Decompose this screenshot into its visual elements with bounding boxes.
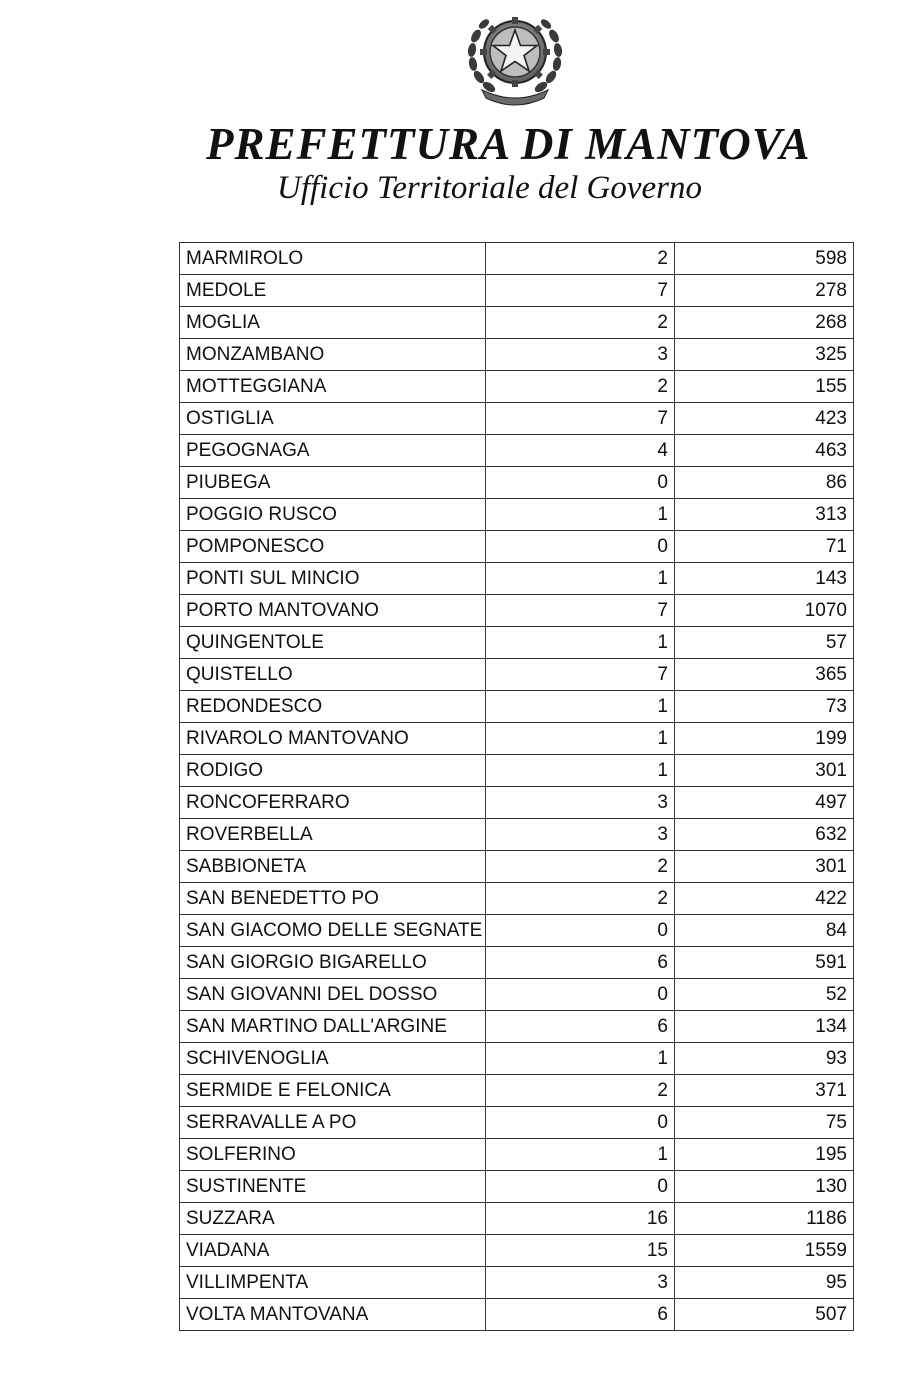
value-a-cell: 0 xyxy=(486,915,675,947)
table-row xyxy=(180,467,854,499)
municipality-name-cell: VILLIMPENTA xyxy=(180,1267,486,1299)
table-row xyxy=(180,1171,854,1203)
value-b-cell: 423 xyxy=(675,403,854,435)
value-b-cell: 591 xyxy=(675,947,854,979)
value-a-cell: 2 xyxy=(486,851,675,883)
municipality-name-cell: SAN MARTINO DALL'ARGINE xyxy=(180,1011,486,1043)
value-a-cell: 3 xyxy=(486,1267,675,1299)
municipality-name-cell: PONTI SUL MINCIO xyxy=(180,563,486,595)
value-b-cell: 632 xyxy=(675,819,854,851)
municipality-table xyxy=(179,242,854,1331)
municipality-name-cell: POMPONESCO xyxy=(180,531,486,563)
value-a-cell: 1 xyxy=(486,691,675,723)
municipality-name-cell: SAN GIOVANNI DEL DOSSO xyxy=(180,979,486,1011)
value-b-cell: 1186 xyxy=(675,1203,854,1235)
table-row xyxy=(180,723,854,755)
municipality-name-cell: SAN GIORGIO BIGARELLO xyxy=(180,947,486,979)
value-b-cell: 313 xyxy=(675,499,854,531)
municipality-name-cell: MOGLIA xyxy=(180,307,486,339)
table-row xyxy=(180,403,854,435)
municipality-name-cell: QUINGENTOLE xyxy=(180,627,486,659)
value-b-cell: 422 xyxy=(675,883,854,915)
table-row xyxy=(180,883,854,915)
municipality-name-cell: SAN BENEDETTO PO xyxy=(180,883,486,915)
table-body xyxy=(180,243,854,1331)
value-a-cell: 2 xyxy=(486,243,675,275)
italian-republic-emblem-icon xyxy=(462,6,568,106)
municipality-name-cell: SCHIVENOGLIA xyxy=(180,1043,486,1075)
value-b-cell: 71 xyxy=(675,531,854,563)
value-b-cell: 301 xyxy=(675,851,854,883)
table-row xyxy=(180,1011,854,1043)
municipality-name-cell: ROVERBELLA xyxy=(180,819,486,851)
value-a-cell: 2 xyxy=(486,371,675,403)
table-row xyxy=(180,659,854,691)
municipality-name-cell: QUISTELLO xyxy=(180,659,486,691)
value-a-cell: 1 xyxy=(486,755,675,787)
value-a-cell: 1 xyxy=(486,723,675,755)
page-subtitle: Ufficio Territoriale del Governo xyxy=(277,170,703,206)
value-a-cell: 3 xyxy=(486,819,675,851)
municipality-name-cell: VIADANA xyxy=(180,1235,486,1267)
value-a-cell: 0 xyxy=(486,467,675,499)
table-row xyxy=(180,371,854,403)
value-a-cell: 0 xyxy=(486,1107,675,1139)
municipality-name-cell: SOLFERINO xyxy=(180,1139,486,1171)
table-row xyxy=(180,819,854,851)
value-b-cell: 371 xyxy=(675,1075,854,1107)
table-row xyxy=(180,851,854,883)
value-b-cell: 507 xyxy=(675,1299,854,1331)
table-row xyxy=(180,755,854,787)
municipality-name-cell: PIUBEGA xyxy=(180,467,486,499)
value-b-cell: 463 xyxy=(675,435,854,467)
municipality-name-cell: MONZAMBANO xyxy=(180,339,486,371)
value-a-cell: 1 xyxy=(486,499,675,531)
page-title: PREFETTURA DI MANTOVA xyxy=(206,119,811,169)
table-row xyxy=(180,1299,854,1331)
value-b-cell: 325 xyxy=(675,339,854,371)
value-b-cell: 57 xyxy=(675,627,854,659)
value-a-cell: 0 xyxy=(486,1171,675,1203)
municipality-name-cell: MEDOLE xyxy=(180,275,486,307)
value-a-cell: 1 xyxy=(486,1043,675,1075)
value-b-cell: 93 xyxy=(675,1043,854,1075)
value-a-cell: 6 xyxy=(486,1011,675,1043)
municipality-name-cell: RONCOFERRARO xyxy=(180,787,486,819)
table-row xyxy=(180,563,854,595)
value-b-cell: 301 xyxy=(675,755,854,787)
municipality-name-cell: PORTO MANTOVANO xyxy=(180,595,486,627)
value-a-cell: 0 xyxy=(486,531,675,563)
value-b-cell: 497 xyxy=(675,787,854,819)
value-a-cell: 1 xyxy=(486,563,675,595)
value-b-cell: 52 xyxy=(675,979,854,1011)
value-b-cell: 86 xyxy=(675,467,854,499)
table-row xyxy=(180,1267,854,1299)
value-b-cell: 155 xyxy=(675,371,854,403)
table-row xyxy=(180,915,854,947)
value-a-cell: 7 xyxy=(486,595,675,627)
value-b-cell: 195 xyxy=(675,1139,854,1171)
value-b-cell: 95 xyxy=(675,1267,854,1299)
municipality-name-cell: OSTIGLIA xyxy=(180,403,486,435)
municipality-name-cell: POGGIO RUSCO xyxy=(180,499,486,531)
value-b-cell: 134 xyxy=(675,1011,854,1043)
municipality-name-cell: SERMIDE E FELONICA xyxy=(180,1075,486,1107)
value-b-cell: 1559 xyxy=(675,1235,854,1267)
value-a-cell: 15 xyxy=(486,1235,675,1267)
value-a-cell: 16 xyxy=(486,1203,675,1235)
table-row xyxy=(180,1203,854,1235)
value-b-cell: 268 xyxy=(675,307,854,339)
table-row xyxy=(180,979,854,1011)
table-row xyxy=(180,307,854,339)
municipality-name-cell: VOLTA MANTOVANA xyxy=(180,1299,486,1331)
table-row xyxy=(180,499,854,531)
value-a-cell: 3 xyxy=(486,339,675,371)
value-b-cell: 73 xyxy=(675,691,854,723)
municipality-name-cell: SUZZARA xyxy=(180,1203,486,1235)
value-b-cell: 130 xyxy=(675,1171,854,1203)
municipality-name-cell: MARMIROLO xyxy=(180,243,486,275)
value-a-cell: 2 xyxy=(486,883,675,915)
table-row xyxy=(180,1235,854,1267)
value-a-cell: 3 xyxy=(486,787,675,819)
table-row xyxy=(180,1043,854,1075)
table-row xyxy=(180,531,854,563)
municipality-name-cell: REDONDESCO xyxy=(180,691,486,723)
value-b-cell: 75 xyxy=(675,1107,854,1139)
table-row xyxy=(180,435,854,467)
value-a-cell: 7 xyxy=(486,403,675,435)
municipality-name-cell: MOTTEGGIANA xyxy=(180,371,486,403)
value-b-cell: 199 xyxy=(675,723,854,755)
municipality-name-cell: SERRAVALLE A PO xyxy=(180,1107,486,1139)
value-b-cell: 278 xyxy=(675,275,854,307)
value-b-cell: 143 xyxy=(675,563,854,595)
value-a-cell: 2 xyxy=(486,1075,675,1107)
municipality-name-cell: PEGOGNAGA xyxy=(180,435,486,467)
table-row xyxy=(180,691,854,723)
table-row xyxy=(180,947,854,979)
value-a-cell: 6 xyxy=(486,1299,675,1331)
value-a-cell: 7 xyxy=(486,659,675,691)
value-a-cell: 4 xyxy=(486,435,675,467)
municipality-name-cell: SABBIONETA xyxy=(180,851,486,883)
value-a-cell: 7 xyxy=(486,275,675,307)
value-a-cell: 0 xyxy=(486,979,675,1011)
value-a-cell: 6 xyxy=(486,947,675,979)
municipality-name-cell: SAN GIACOMO DELLE SEGNATE xyxy=(180,915,486,947)
value-a-cell: 1 xyxy=(486,1139,675,1171)
value-b-cell: 1070 xyxy=(675,595,854,627)
municipality-name-cell: RODIGO xyxy=(180,755,486,787)
table-row xyxy=(180,339,854,371)
value-b-cell: 598 xyxy=(675,243,854,275)
municipality-name-cell: RIVAROLO MANTOVANO xyxy=(180,723,486,755)
table-row xyxy=(180,243,854,275)
table-row xyxy=(180,275,854,307)
value-a-cell: 2 xyxy=(486,307,675,339)
table-row xyxy=(180,1107,854,1139)
value-b-cell: 84 xyxy=(675,915,854,947)
municipality-name-cell: SUSTINENTE xyxy=(180,1171,486,1203)
table-row xyxy=(180,787,854,819)
value-a-cell: 1 xyxy=(486,627,675,659)
table-row xyxy=(180,1075,854,1107)
table-row xyxy=(180,595,854,627)
table-row xyxy=(180,1139,854,1171)
table-row xyxy=(180,627,854,659)
value-b-cell: 365 xyxy=(675,659,854,691)
